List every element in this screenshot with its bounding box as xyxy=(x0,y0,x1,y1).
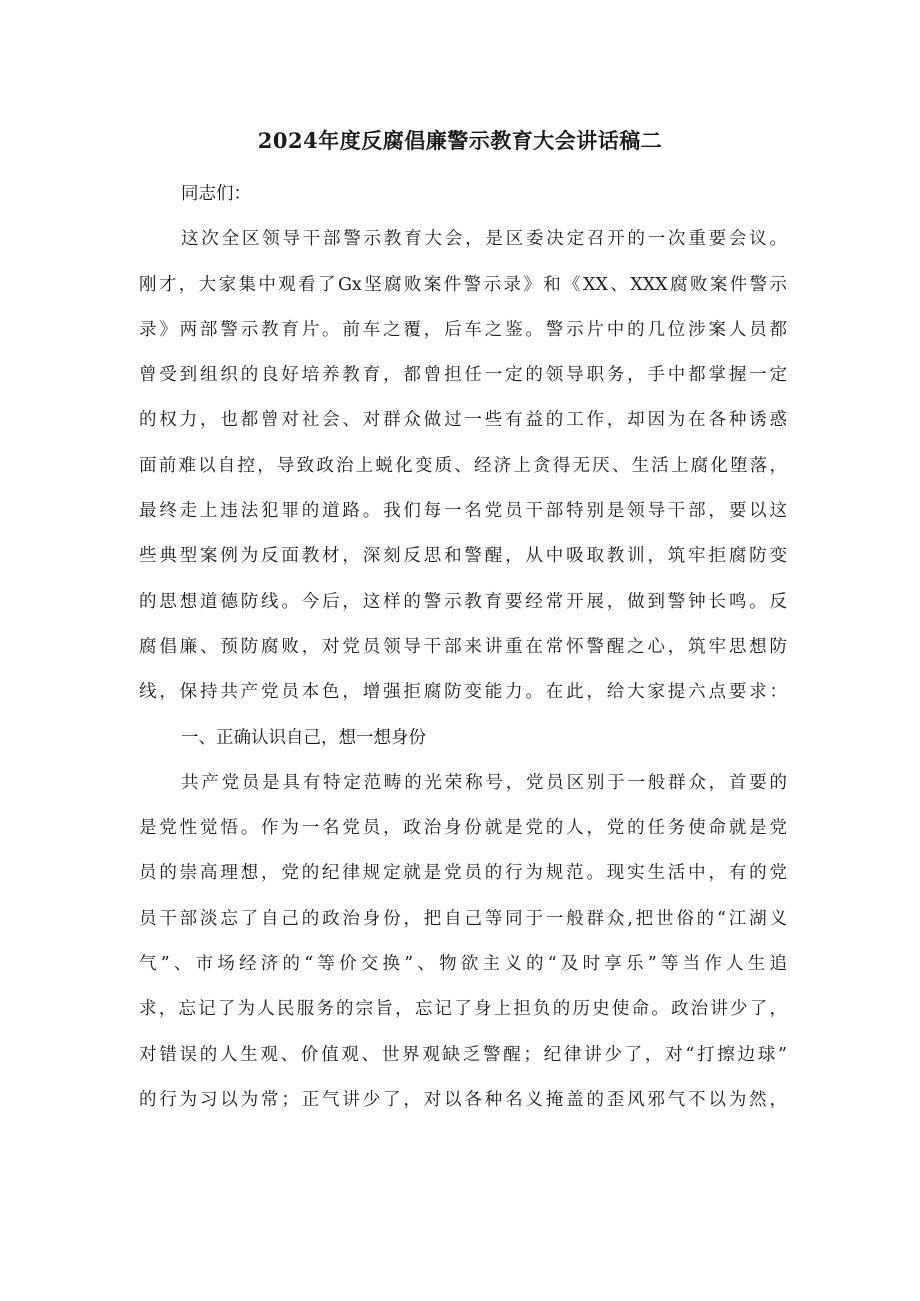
paragraph-line: 气”、市场经济的“等价交换”、物欲主义的“及时享乐”等当作人生追 xyxy=(139,954,787,975)
paragraph-line: 的思想道德防线。今后，这样的警示教育要经常开展，做到警钟长鸣。反 xyxy=(139,591,787,612)
document-body xyxy=(139,172,787,1123)
paragraph-line: 的行为习以为常；正气讲少了，对以各种名义掩盖的歪风邪气不以为然， xyxy=(139,1089,787,1110)
paragraph-line: 是党性觉悟。作为一名党员，政治身份就是党的人，党的任务使命就是党 xyxy=(139,818,787,839)
paragraph-line: 腐倡廉、预防腐败，对党员领导干部来讲重在常怀警醒之心，筑牢思想防 xyxy=(139,636,787,657)
paragraph-line: 求，忘记了为人民服务的宗旨，忘记了身上担负的历史使命。政治讲少了， xyxy=(139,999,787,1020)
paragraph-line: 曾受到组织的良好培养教育，都曾担任一定的领导职务，手中都掌握一定 xyxy=(139,365,787,386)
paragraph-line: 员干部淡忘了自己的政治身份，把自己等同于一般群众,把世俗的“江湖义 xyxy=(139,908,787,929)
paragraph-line: 些典型案例为反面教材，深刻反思和警醒，从中吸取教训，筑牢拒腐防变 xyxy=(139,546,787,567)
paragraph-line: 对错误的人生观、价值观、世界观缺乏警醒；纪律讲少了，对“打擦边球” xyxy=(139,1044,787,1065)
paragraph-line: 这次全区领导干部警示教育大会，是区委决定召开的一次重要会议。 xyxy=(181,229,787,250)
paragraph-line: 录》两部警示教育片。前车之覆，后车之鉴。警示片中的几位涉案人员都 xyxy=(139,319,787,340)
paragraph-line: 刚才，大家集中观看了Gx坚腐败案件警示录》和《XX、XXX腐败案件警示 xyxy=(139,274,787,295)
paragraph-line: 面前难以自控，导致政治上蜕化变质、经济上贪得无厌、生活上腐化堕落， xyxy=(139,455,787,476)
section-heading: 一、正确认识自己，想一想身份 xyxy=(181,727,426,748)
document-title: 2024年度反腐倡廉警示教育大会讲话稿二 xyxy=(257,128,663,153)
paragraph-line: 最终走上违法犯罪的道路。我们每一名党员干部特别是领导干部，要以这 xyxy=(139,501,787,522)
salutation-line: 同志们： xyxy=(181,184,251,204)
paragraph-line: 线，保持共产党员本色，增强拒腐防变能力。在此，给大家提六点要求： xyxy=(139,682,787,703)
paragraph-line: 员的崇高理想，党的纪律规定就是党员的行为规范。现实生活中，有的党 xyxy=(139,863,787,884)
paragraph-line: 的权力，也都曾对社会、对群众做过一些有益的工作，却因为在各种诱惑 xyxy=(139,410,787,431)
paragraph-line: 共产党员是具有特定范畴的光荣称号，党员区别于一般群众，首要的 xyxy=(181,772,787,793)
